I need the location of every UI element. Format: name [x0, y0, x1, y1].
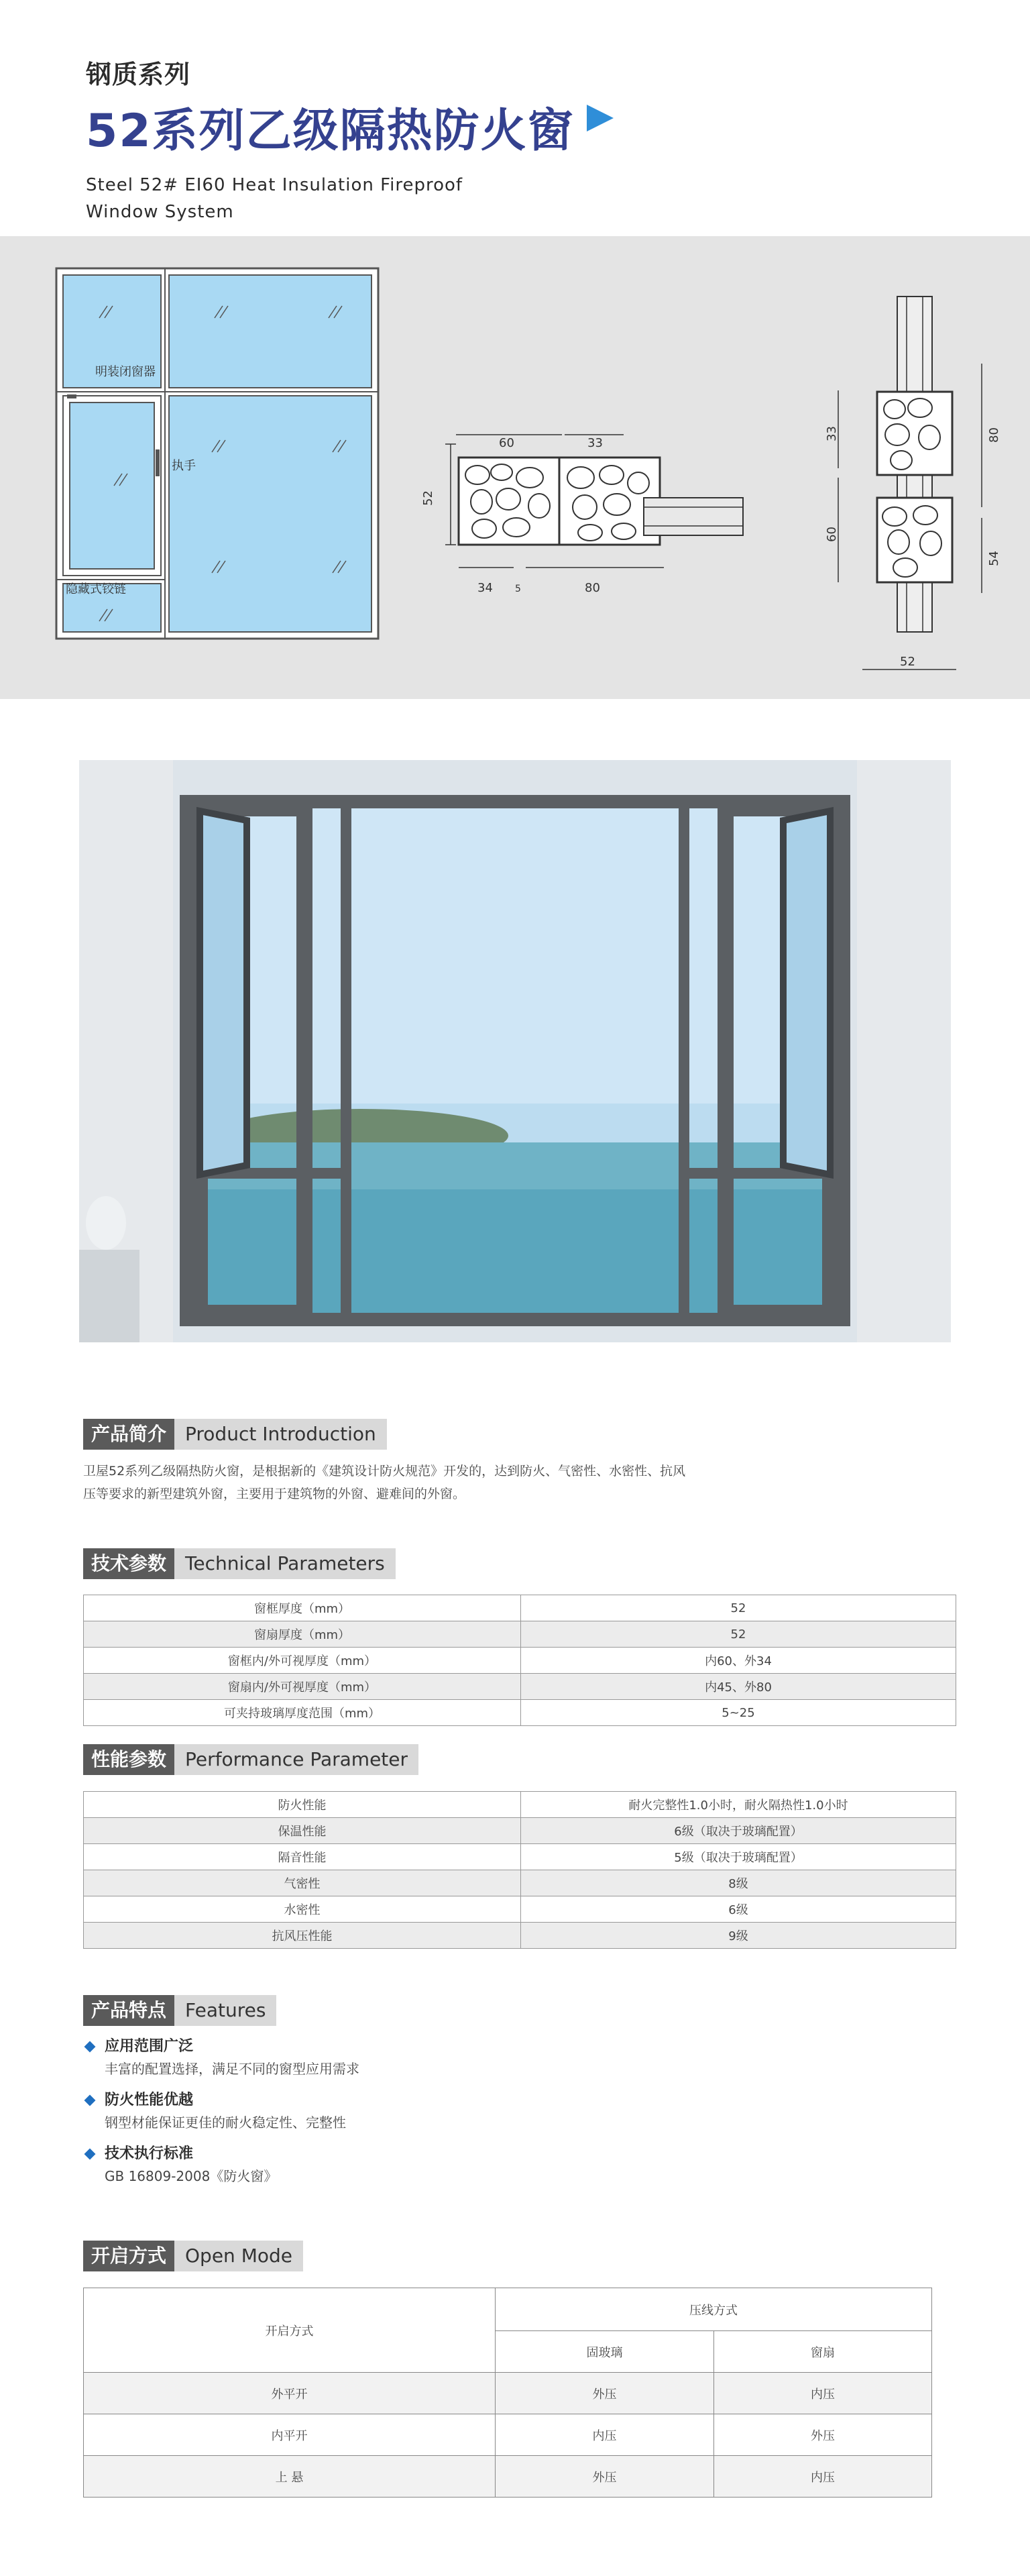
- dim-52-left: 52: [421, 490, 435, 506]
- dim-33-top: 33: [587, 436, 603, 450]
- closer-label: 明装闭窗器: [95, 365, 156, 379]
- intro-text-line-2: 压等要求的新型建筑外窗，主要用于建筑物的外窗、避难间的外窗。: [83, 1487, 466, 1501]
- mode-sash: 内压: [714, 2373, 932, 2414]
- mode-heading-en: Open Mode: [174, 2241, 303, 2271]
- sash-col-header: 窗扇: [714, 2331, 932, 2373]
- tech-key: 窗框厚度（mm）: [84, 1595, 521, 1621]
- perf-key: 隔音性能: [84, 1844, 521, 1870]
- list-item: [83, 2143, 687, 2188]
- mode-name: 上 悬: [84, 2456, 496, 2498]
- tech-table: [83, 1595, 956, 1726]
- perf-key: 防火性能: [84, 1792, 521, 1818]
- perf-value: 6级（取决于玻璃配置）: [521, 1818, 956, 1844]
- window-photo-illustration: [79, 760, 951, 1342]
- table-row: [84, 2456, 932, 2498]
- perf-value: 8级: [521, 1870, 956, 1896]
- table-row: [84, 2373, 932, 2414]
- perf-key: 抗风压性能: [84, 1923, 521, 1949]
- handle-label: 执手: [172, 459, 196, 473]
- table-row: [84, 1896, 956, 1923]
- mode-name: 外平开: [84, 2373, 496, 2414]
- perf-value: 5级（取决于玻璃配置）: [521, 1844, 956, 1870]
- intro-text: [83, 1460, 754, 1505]
- dim-60-vertical: 60: [825, 527, 839, 542]
- horizontal-section-drawing: [421, 435, 743, 595]
- table-row: [84, 2288, 932, 2331]
- table-row: [84, 1674, 956, 1700]
- intro-heading-cn: 产品简介: [83, 1419, 174, 1450]
- tech-heading-cn: 技术参数: [83, 1548, 174, 1579]
- table-row: [84, 1792, 956, 1818]
- tech-key: 窗扇厚度（mm）: [84, 1621, 521, 1648]
- tech-value: 52: [521, 1595, 956, 1621]
- intro-heading: [83, 1419, 387, 1450]
- glass-col-header: 固玻璃: [496, 2331, 714, 2373]
- diamond-bullet-icon: [84, 2149, 96, 2160]
- tech-key: 可夹持玻璃厚度范围（mm）: [84, 1700, 521, 1726]
- tech-value: 52: [521, 1621, 956, 1648]
- perf-value: 耐火完整性1.0小时，耐火隔热性1.0小时: [521, 1792, 956, 1818]
- perf-table: [83, 1791, 956, 1949]
- feature-title: 应用范围广泛: [105, 2038, 194, 2055]
- intro-text-line-1: 卫屋52系列乙级隔热防火窗，是根据新的《建筑设计防火规范》开发的，达到防火、气密性、水密性、抗风: [83, 1464, 686, 1479]
- english-title-line-1: Steel 52# EI60 Heat Insulation Fireproof: [86, 175, 463, 195]
- dim-34-bottom: 34: [477, 581, 493, 595]
- diamond-bullet-icon: [84, 2095, 96, 2106]
- window-elevation-drawing: [56, 268, 378, 639]
- features-heading-cn: 产品特点: [83, 1995, 174, 2026]
- tech-key: 窗扇内/外可视厚度（mm）: [84, 1674, 521, 1700]
- feature-desc: 丰富的配置选择，满足不同的窗型应用需求: [105, 2061, 359, 2077]
- dim-33-vertical: 33: [825, 426, 839, 441]
- mode-heading: [83, 2241, 303, 2271]
- features-list: [83, 2036, 687, 2197]
- open-mode-table: [83, 2288, 932, 2498]
- dim-80-bottom: 80: [585, 581, 600, 595]
- feature-desc: 钢型材能保证更佳的耐火稳定性、完整性: [105, 2114, 346, 2131]
- press-col-header: 压线方式: [496, 2288, 932, 2331]
- table-row: [84, 1621, 956, 1648]
- page-title: [86, 95, 823, 160]
- features-heading: [83, 1995, 276, 2026]
- dim-5-bottom: 5: [515, 584, 521, 594]
- perf-key: 水密性: [84, 1896, 521, 1923]
- mode-name: 内平开: [84, 2414, 496, 2456]
- page-header: [86, 54, 823, 225]
- mode-col-header: 开启方式: [84, 2288, 496, 2373]
- mode-glass: 外压: [496, 2456, 714, 2498]
- table-row: [84, 1844, 956, 1870]
- feature-title: 技术执行标准: [105, 2145, 194, 2162]
- table-row: [84, 1595, 956, 1621]
- dim-52-bottom: 52: [900, 655, 915, 669]
- vertical-section-drawing: [825, 297, 1001, 669]
- mode-heading-cn: 开启方式: [83, 2241, 174, 2271]
- table-row: [84, 1700, 956, 1726]
- english-title: [86, 172, 823, 225]
- dim-80-vertical: 80: [987, 427, 1001, 443]
- perf-heading: [83, 1744, 418, 1775]
- page-title-text: 52系列乙级隔热防火窗: [86, 105, 575, 158]
- perf-value: 6级: [521, 1896, 956, 1923]
- product-photo: [79, 760, 951, 1342]
- intro-heading-en: Product Introduction: [174, 1419, 387, 1450]
- tech-value: 5~25: [521, 1700, 956, 1726]
- table-row: [84, 1818, 956, 1844]
- mode-sash: 内压: [714, 2456, 932, 2498]
- mode-sash: 外压: [714, 2414, 932, 2456]
- diamond-bullet-icon: [84, 2041, 96, 2053]
- hinge-label: 隐藏式铰链: [66, 582, 126, 596]
- perf-key: 气密性: [84, 1870, 521, 1896]
- play-arrow-icon: [587, 105, 614, 131]
- feature-title: 防火性能优越: [105, 2092, 194, 2108]
- mode-glass: 外压: [496, 2373, 714, 2414]
- series-label: 钢质系列: [86, 60, 191, 89]
- list-item: [83, 2090, 687, 2134]
- table-row: [84, 2414, 932, 2456]
- english-title-line-2: Window System: [86, 202, 234, 222]
- table-row: [84, 1923, 956, 1949]
- technical-drawing-band: [0, 236, 1030, 699]
- tech-key: 窗框内/外可视厚度（mm）: [84, 1648, 521, 1674]
- tech-heading-en: Technical Parameters: [174, 1548, 396, 1579]
- feature-desc: GB 16809-2008《防火窗》: [105, 2168, 278, 2184]
- technical-drawings: [0, 236, 1030, 699]
- mode-glass: 内压: [496, 2414, 714, 2456]
- dim-54-vertical: 54: [987, 551, 1001, 566]
- list-item: [83, 2036, 687, 2080]
- table-row: [84, 1648, 956, 1674]
- perf-value: 9级: [521, 1923, 956, 1949]
- perf-key: 保温性能: [84, 1818, 521, 1844]
- tech-value: 内60、外34: [521, 1648, 956, 1674]
- tech-value: 内45、外80: [521, 1674, 956, 1700]
- perf-heading-en: Performance Parameter: [174, 1744, 418, 1775]
- features-heading-en: Features: [174, 1995, 276, 2026]
- perf-heading-cn: 性能参数: [83, 1744, 174, 1775]
- table-row: [84, 1870, 956, 1896]
- tech-heading: [83, 1548, 396, 1579]
- dim-60-top: 60: [499, 436, 514, 450]
